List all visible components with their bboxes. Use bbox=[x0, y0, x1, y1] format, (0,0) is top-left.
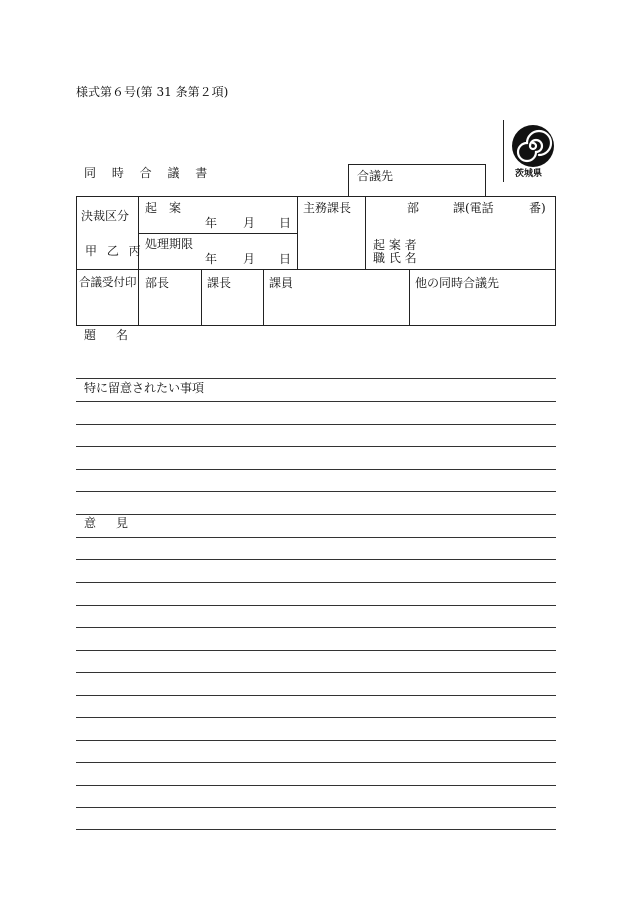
draft-date-day: 日 bbox=[279, 216, 292, 230]
opinion-line bbox=[76, 807, 556, 808]
opinion-line bbox=[76, 740, 556, 741]
page-title: 同 時 合 議 書 bbox=[84, 166, 214, 180]
title-name-label: 職 氏 名 bbox=[373, 251, 417, 265]
opinion-line bbox=[76, 650, 556, 651]
consult-dest-label: 合議先 bbox=[357, 169, 394, 183]
logo-text: 茨城県 bbox=[515, 169, 543, 179]
notes-line bbox=[76, 446, 556, 447]
decision-class-values: 甲 乙 丙 bbox=[85, 244, 144, 258]
subject-label: 題 名 bbox=[84, 328, 133, 342]
draft-date-year: 年 bbox=[205, 216, 218, 230]
subject-line bbox=[76, 378, 556, 379]
opinion-line bbox=[76, 627, 556, 628]
notes-line bbox=[76, 469, 556, 470]
staff-label: 課員 bbox=[269, 276, 294, 290]
opinion-line bbox=[76, 695, 556, 696]
draft-date-month: 月 bbox=[243, 216, 256, 230]
opinion-line bbox=[76, 762, 556, 763]
consult-dest-box bbox=[348, 164, 486, 197]
notes-line bbox=[76, 514, 556, 515]
deadline-date-day: 日 bbox=[279, 252, 292, 266]
opinion-line bbox=[76, 559, 556, 560]
notes-label: 特に留意されたい事項 bbox=[84, 381, 205, 395]
prefecture-logo bbox=[503, 120, 563, 184]
drafter-label: 起 案 者 bbox=[373, 238, 417, 252]
draft-label: 起 案 bbox=[145, 201, 182, 215]
receipt-stamp-label: 合議受付印 bbox=[79, 275, 137, 289]
opinion-line bbox=[76, 717, 556, 718]
section-chief-label: 課長 bbox=[207, 276, 232, 290]
opinion-line bbox=[76, 785, 556, 786]
notes-line bbox=[76, 491, 556, 492]
spiral-emblem-icon bbox=[511, 124, 555, 168]
chief-label: 主務課長 bbox=[303, 201, 352, 215]
section-tel-label: 課(電話 bbox=[453, 201, 494, 215]
dept-label: 部 bbox=[407, 201, 420, 215]
deadline-date-year: 年 bbox=[205, 252, 218, 266]
approval-table bbox=[76, 196, 556, 326]
deadline-label: 処理期限 bbox=[145, 237, 194, 251]
notes-line bbox=[76, 401, 556, 402]
form-number: 様式第６号(第 31 条第２項) bbox=[76, 85, 229, 99]
opinion-line bbox=[76, 605, 556, 606]
opinion-line bbox=[76, 829, 556, 830]
notes-line bbox=[76, 424, 556, 425]
opinion-label: 意 見 bbox=[84, 516, 133, 530]
ext-label: 番) bbox=[529, 201, 546, 215]
director-label: 部長 bbox=[145, 276, 170, 290]
opinion-line bbox=[76, 672, 556, 673]
opinion-line bbox=[76, 582, 556, 583]
opinion-line bbox=[76, 537, 556, 538]
deadline-date-month: 月 bbox=[243, 252, 256, 266]
other-consult-label: 他の同時合議先 bbox=[415, 276, 500, 290]
decision-class-label: 決裁区分 bbox=[81, 209, 130, 223]
